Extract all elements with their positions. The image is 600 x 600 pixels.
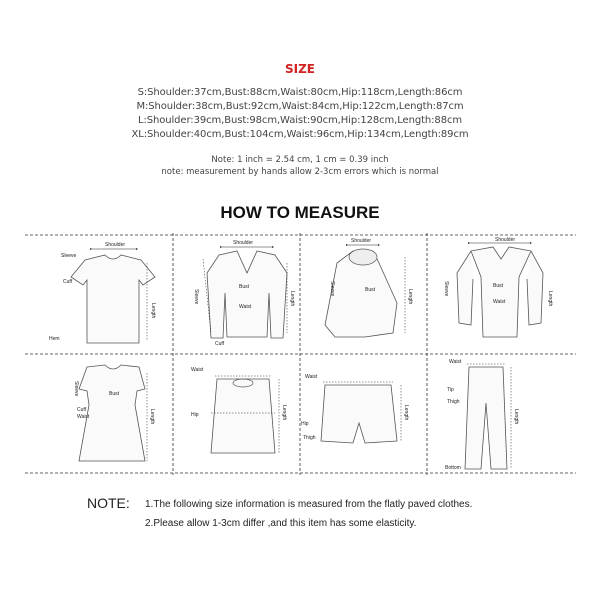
label-bust: Bust [493,283,504,289]
label-tip: Tip [447,387,454,393]
label-shoulder: Shoulder [233,240,254,246]
label-bottom: Bottom [445,465,461,471]
size-title: SIZE [284,62,315,76]
trousers-diagram [445,359,519,471]
label-bust: Bust [109,391,120,397]
size-row-l: L:Shoulder:39cm,Bust:98cm,Waist:90cm,Hip:128cm,Length:88cm [138,115,462,126]
error-note: note: measurement by hands allow 2-3cm errors which is normal [161,167,439,177]
label-cuff: Cuff [77,407,87,413]
tshirt-diagram [49,242,156,343]
label-thigh: Thigh [303,435,316,441]
skirt-diagram [191,367,287,453]
label-waist: Waist [449,359,462,365]
label-thigh: Thigh [447,399,460,405]
cape-coat-diagram [325,238,413,337]
measure-diagram-grid [25,233,576,475]
label-waist: Waist [493,299,506,305]
label-hem: Hem [49,336,60,342]
label-length: Length [403,405,409,421]
label-length: Length [281,405,287,421]
label-hip: Hip [191,412,199,418]
label-length: Length [547,291,553,307]
size-row-m: M:Shoulder:38cm,Bust:92cm,Waist:84cm,Hip:122cm,Length:87cm [136,101,464,112]
note-item-2: 2.Please allow 1-3cm differ ,and this item has some elasticity. [145,518,417,529]
label-bust: Bust [365,287,376,293]
label-shoulder: Shoulder [351,238,372,244]
note-label: NOTE: [87,495,130,511]
label-waist: Waist [239,304,252,310]
label-bust: Bust [239,284,250,290]
label-shoulder: Shoulder [105,242,126,248]
size-row-xl: XL:Shoulder:40cm,Bust:104cm,Waist:96cm,Hip:134cm,Length:89cm [131,129,469,140]
label-length: Length [149,409,155,425]
label-cuff: Cuff [215,341,225,347]
trench-coat-diagram [443,237,553,337]
label-sleeve: Sleeve [61,253,77,259]
dress-diagram [73,365,155,461]
size-row-s: S:Shoulder:37cm,Bust:88cm,Waist:80cm,Hip:118cm,Length:86cm [137,87,463,98]
label-waist: Waist [191,367,204,373]
label-shoulder: Shoulder [495,237,516,243]
blazer-diagram [193,240,295,347]
label-waist: Waist [77,414,90,420]
label-length: Length [407,289,413,305]
label-sleeve: Sleeve [73,381,79,397]
shorts-diagram [301,374,409,443]
label-sleeve: Sleeve [193,289,199,305]
conversion-note: Note: 1 inch = 2.54 cm, 1 cm = 0.39 inch [211,155,389,165]
label-length: Length [289,291,295,307]
label-waist: Waist [305,374,318,380]
label-length: Length [513,409,519,425]
how-to-measure-title: HOW TO MEASURE [220,203,380,222]
label-cuff: Cuff [63,279,73,285]
note-item-1: 1.The following size information is measured from the flatly paved clothes. [145,499,473,510]
label-hip: Hip [301,421,309,427]
label-sleeve: Sleeve [443,281,449,297]
label-length: Length [150,303,156,319]
label-sleeve: Sleeve [329,281,335,297]
